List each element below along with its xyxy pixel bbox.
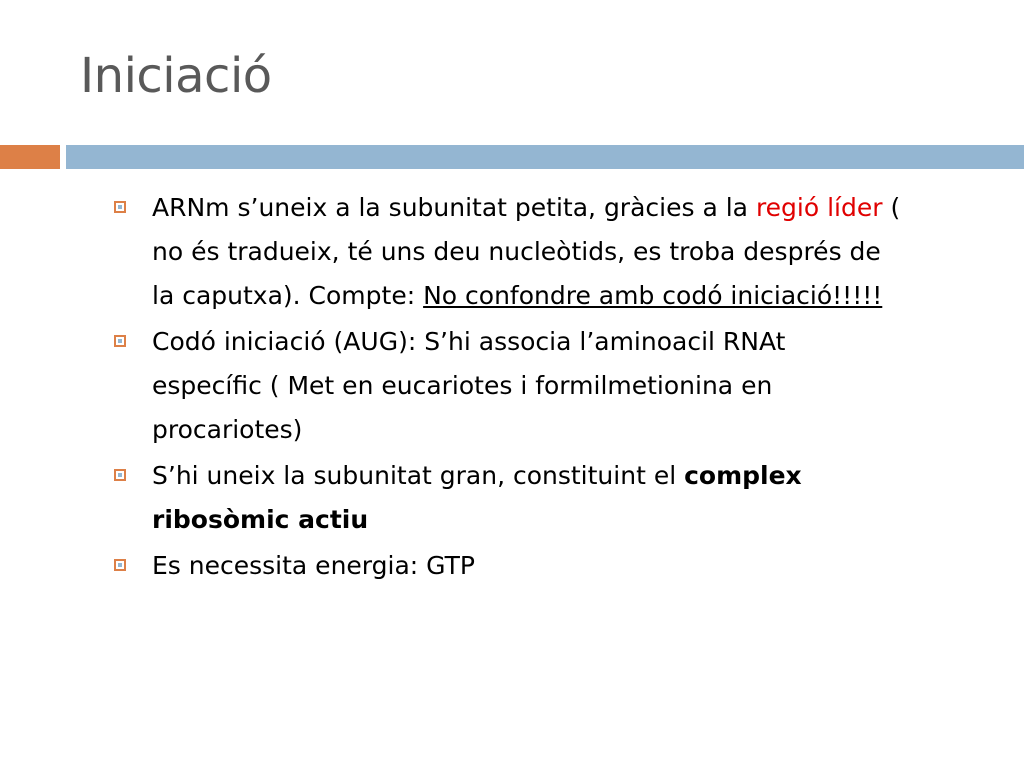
underlined-text: No confondre amb codó iniciació!!!!!	[423, 281, 883, 310]
bullet-item	[112, 454, 902, 542]
square-bullet-icon	[114, 559, 126, 571]
bullet-text: Codó iniciació (AUG): S’hi associa l’aminoacil RNAt específic ( Met en eucariotes i formilmetionina en procariotes)	[152, 327, 786, 444]
bullet-text: ( no és tradueix, té uns deu nucleòtids, es troba després de la caputxa). Compte:	[152, 193, 901, 310]
bullet-item	[112, 320, 902, 452]
bullet-text: Es necessita energia: GTP	[152, 551, 475, 580]
square-bullet-icon	[114, 335, 126, 347]
bullet-list	[112, 186, 902, 590]
square-bullet-icon	[114, 469, 126, 481]
bullet-item	[112, 186, 902, 318]
bullet-item	[112, 544, 902, 588]
bullet-text: ARNm s’uneix a la subunitat petita, gràcies a la	[152, 193, 756, 222]
bold-text: complex ribosòmic actiu	[152, 461, 802, 534]
accent-bar-blue	[66, 145, 1024, 169]
highlight-text: regió líder	[755, 193, 883, 222]
accent-bar-orange	[0, 145, 60, 169]
square-bullet-icon	[114, 201, 126, 213]
bullet-text: S’hi uneix la subunitat gran, constituint el	[152, 461, 685, 490]
slide-title: Iniciació	[80, 48, 272, 104]
